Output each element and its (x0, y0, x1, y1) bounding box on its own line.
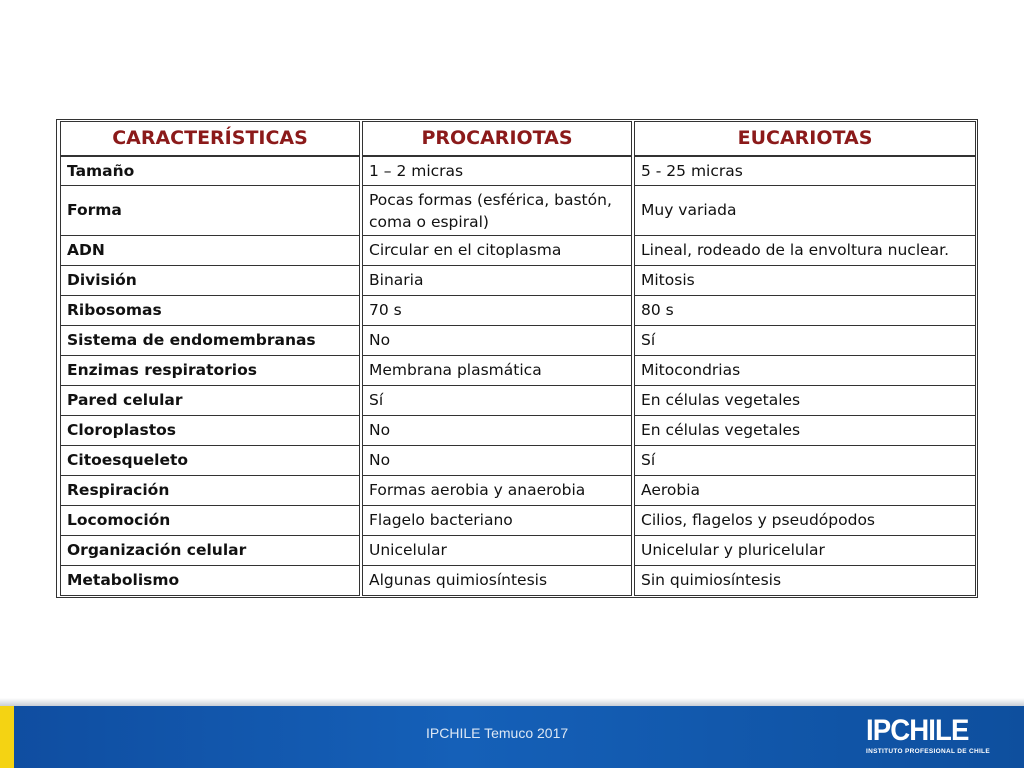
procariotas-cell: Binaria (362, 266, 632, 296)
table-row (60, 476, 976, 506)
eucariotas-cell: Unicelular y pluricelular (634, 536, 976, 566)
comparison-table (58, 121, 978, 596)
row-label-cell: Citoesqueleto (60, 446, 360, 476)
row-label-cell: Organización celular (60, 536, 360, 566)
ipchile-logo (866, 716, 998, 755)
row-label-cell: Ribosomas (60, 296, 360, 326)
eucariotas-cell: Muy variada (634, 186, 976, 236)
procariotas-cell: Formas aerobia y anaerobia (362, 476, 632, 506)
table-row (60, 416, 976, 446)
row-label-cell: Tamaño (60, 156, 360, 186)
eucariotas-cell: Sí (634, 446, 976, 476)
procariotas-cell: No (362, 446, 632, 476)
eucariotas-cell: Sin quimiosíntesis (634, 566, 976, 596)
footer-accent-stripe (0, 706, 14, 768)
row-label-cell: Enzimas respiratorios (60, 356, 360, 386)
table-row (60, 536, 976, 566)
table-header-row (60, 121, 976, 156)
row-label-cell: ADN (60, 236, 360, 266)
procariotas-cell: No (362, 416, 632, 446)
eucariotas-cell: 80 s (634, 296, 976, 326)
table-row (60, 236, 976, 266)
logo-wordmark: IPCHILE (866, 714, 969, 747)
table-row (60, 446, 976, 476)
row-label-cell: División (60, 266, 360, 296)
header-procariotas: PROCARIOTAS (362, 121, 632, 156)
footer-shadow (0, 698, 1024, 706)
table-row (60, 156, 976, 186)
table-row (60, 566, 976, 596)
eucariotas-cell: 5 - 25 micras (634, 156, 976, 186)
eucariotas-cell: Sí (634, 326, 976, 356)
procariotas-cell: Flagelo bacteriano (362, 506, 632, 536)
eucariotas-cell: En células vegetales (634, 386, 976, 416)
footer-bar (0, 706, 1024, 768)
header-eucariotas: EUCARIOTAS (634, 121, 976, 156)
row-label-cell: Locomoción (60, 506, 360, 536)
eucariotas-cell: Aerobia (634, 476, 976, 506)
eucariotas-cell: Mitocondrias (634, 356, 976, 386)
table-row (60, 266, 976, 296)
row-label-cell: Forma (60, 186, 360, 236)
comparison-table-frame (56, 119, 978, 598)
table-row (60, 356, 976, 386)
logo-subtitle: INSTITUTO PROFESIONAL DE CHILE (866, 748, 990, 755)
row-label-cell: Respiración (60, 476, 360, 506)
row-label-cell: Pared celular (60, 386, 360, 416)
table-row (60, 506, 976, 536)
procariotas-cell: 70 s (362, 296, 632, 326)
procariotas-cell: Algunas quimiosíntesis (362, 566, 632, 596)
procariotas-cell: Membrana plasmática (362, 356, 632, 386)
eucariotas-cell: En células vegetales (634, 416, 976, 446)
procariotas-cell: Sí (362, 386, 632, 416)
procariotas-cell: Circular en el citoplasma (362, 236, 632, 266)
eucariotas-cell: Mitosis (634, 266, 976, 296)
eucariotas-cell: Lineal, rodeado de la envoltura nuclear. (634, 236, 976, 266)
eucariotas-cell: Cilios, flagelos y pseudópodos (634, 506, 976, 536)
footer-caption: IPCHILE Temuco 2017 (426, 725, 569, 741)
row-label-cell: Cloroplastos (60, 416, 360, 446)
table-row (60, 296, 976, 326)
row-label-cell: Sistema de endomembranas (60, 326, 360, 356)
header-caracteristicas: CARACTERÍSTICAS (60, 121, 360, 156)
procariotas-cell: Unicelular (362, 536, 632, 566)
table-row (60, 326, 976, 356)
table-row (60, 186, 976, 236)
procariotas-cell: Pocas formas (esférica, bastón, coma o espiral) (362, 186, 632, 236)
procariotas-cell: 1 – 2 micras (362, 156, 632, 186)
procariotas-cell: No (362, 326, 632, 356)
row-label-cell: Metabolismo (60, 566, 360, 596)
table-row (60, 386, 976, 416)
